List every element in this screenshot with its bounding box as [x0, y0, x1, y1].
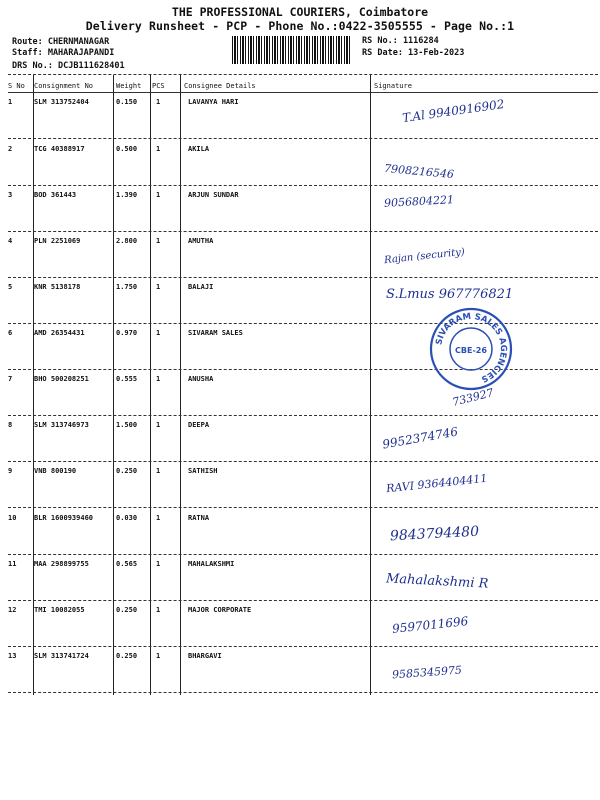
cell-pcs: 1 [156, 237, 161, 245]
cell-pcs: 1 [156, 652, 161, 660]
cell-sno: 12 [8, 606, 17, 614]
handwritten-signature: 733927 [451, 386, 495, 409]
route-label: Route: CHERNMANAGAR [12, 37, 110, 47]
cell-consignee: ARJUN SUNDAR [188, 191, 239, 199]
col-pcs: PCS [152, 82, 165, 90]
table-row [8, 514, 598, 526]
cell-pcs: 1 [156, 98, 161, 106]
cell-consignee: DEEPA [188, 421, 210, 429]
cell-consignee: AMUTHA [188, 237, 214, 245]
column-headers [8, 82, 598, 92]
handwritten-signature: 7908216546 [383, 161, 455, 182]
cell-consignee: LAVANYA HARI [188, 98, 239, 106]
cell-consignment: BHO 500208251 [34, 375, 89, 383]
handwritten-signature: 9056804221 [383, 193, 455, 210]
cell-consignee: SIVARAM SALES [188, 329, 243, 337]
table-row [8, 421, 598, 433]
cell-weight: 0.555 [116, 375, 138, 383]
col-consignment: Consignment No [34, 82, 94, 90]
cell-weight: 1.390 [116, 191, 138, 199]
runsheet-subtitle: Delivery Runsheet - PCP - Phone No.:0422-3505555 - Page No.:1 [85, 19, 515, 33]
cell-consignment: KNR 5138178 [34, 283, 81, 291]
cell-sno: 11 [8, 560, 17, 568]
cell-weight: 0.250 [116, 606, 138, 614]
cell-weight: 0.250 [116, 652, 138, 660]
handwritten-signature: 9843794480 [389, 523, 480, 545]
handwritten-signature: S.Lmus 967776821 [386, 287, 514, 302]
barcode [232, 36, 352, 64]
cell-consignee: RATNA [188, 514, 210, 522]
cell-weight: 0.565 [116, 560, 138, 568]
cell-sno: 9 [8, 467, 13, 475]
company-title: THE PROFESSIONAL COURIERS, Coimbatore [171, 5, 429, 19]
cell-sno: 5 [8, 283, 13, 291]
cell-consignee: MAJOR CORPORATE [188, 606, 252, 614]
handwritten-signature: T.Al 9940916902 [401, 96, 506, 126]
col-weight: Weight [116, 82, 142, 90]
cell-consignment: PLN 2251069 [34, 237, 81, 245]
cell-pcs: 1 [156, 560, 161, 568]
table-row [8, 145, 598, 157]
cell-pcs: 1 [156, 421, 161, 429]
cell-consignee: MAHALAKSHMI [188, 560, 235, 568]
col-sno: S No [8, 82, 25, 90]
cell-consignment: SLM 313752404 [34, 98, 89, 106]
row-separator [8, 554, 598, 555]
cell-consignee: SATHISH [188, 467, 218, 475]
cell-sno: 2 [8, 145, 13, 153]
row-separator [8, 231, 598, 232]
table-row [8, 652, 598, 664]
row-separator [8, 600, 598, 601]
cell-consignment: TCG 40388917 [34, 145, 85, 153]
cell-sno: 8 [8, 421, 13, 429]
handwritten-signature: 9597011696 [391, 614, 469, 636]
handwritten-signature: Mahalakshmi R [385, 571, 489, 592]
cell-sno: 13 [8, 652, 17, 660]
cell-pcs: 1 [156, 283, 161, 291]
table-row [8, 191, 598, 203]
cell-weight: 2.800 [116, 237, 138, 245]
cell-sno: 7 [8, 375, 13, 383]
cell-consignee: BALAJI [188, 283, 214, 291]
handwritten-signature: 9952374746 [381, 424, 459, 452]
row-separator [8, 507, 598, 508]
cell-pcs: 1 [156, 467, 161, 475]
cell-weight: 0.970 [116, 329, 138, 337]
row-separator [8, 646, 598, 647]
handwritten-signature: 9585345975 [391, 663, 463, 682]
row-separator [8, 185, 598, 186]
cell-sno: 6 [8, 329, 13, 337]
col-consignee: Consignee Details [184, 82, 256, 90]
cell-sno: 4 [8, 237, 13, 245]
cell-weight: 1.500 [116, 421, 138, 429]
stamp-center: CBE-26 [455, 346, 487, 355]
cell-pcs: 1 [156, 606, 161, 614]
handwritten-signature: RAVI 9364404411 [385, 471, 488, 496]
cell-pcs: 1 [156, 514, 161, 522]
cell-consignment: VNB 800190 [34, 467, 77, 475]
table-row [8, 560, 598, 572]
cell-consignee: BHARGAVI [188, 652, 222, 660]
cell-pcs: 1 [156, 375, 161, 383]
cell-weight: 0.030 [116, 514, 138, 522]
table-row [8, 606, 598, 618]
cell-pcs: 1 [156, 145, 161, 153]
drs-number: DRS No.: DCJB111628401 [12, 61, 125, 71]
rs-number: RS No.: 1116284 [362, 36, 439, 46]
cell-weight: 0.250 [116, 467, 138, 475]
cell-consignment: BLR 1600939460 [34, 514, 94, 522]
cell-consignee: AKILA [188, 145, 210, 153]
cell-consignment: TMI 10082055 [34, 606, 85, 614]
cell-weight: 0.500 [116, 145, 138, 153]
table-row [8, 237, 598, 249]
cell-consignment: MAA 298899755 [34, 560, 89, 568]
header-rule [8, 74, 598, 75]
cell-weight: 0.150 [116, 98, 138, 106]
stamp-text: SIVARAM SALES AGENCIES [434, 311, 509, 384]
col-signature: Signature [374, 82, 412, 90]
column-rule [8, 92, 598, 93]
cell-sno: 10 [8, 514, 17, 522]
cell-weight: 1.750 [116, 283, 138, 291]
cell-sno: 1 [8, 98, 13, 106]
cell-consignment: BOD 361443 [34, 191, 77, 199]
cell-consignee: ANUSHA [188, 375, 214, 383]
row-separator [8, 415, 598, 416]
company-stamp [428, 306, 514, 392]
row-separator [8, 277, 598, 278]
cell-consignment: AMD 26354431 [34, 329, 85, 337]
cell-pcs: 1 [156, 329, 161, 337]
cell-consignment: SLM 313741724 [34, 652, 89, 660]
rs-date: RS Date: 13-Feb-2023 [362, 48, 465, 58]
staff-label: Staff: MAHARAJAPANDI [12, 48, 115, 58]
cell-pcs: 1 [156, 191, 161, 199]
row-separator [8, 461, 598, 462]
row-separator [8, 692, 598, 693]
table-row [8, 98, 598, 110]
handwritten-signature: Rajan (security) [383, 246, 466, 267]
cell-consignment: SLM 313746973 [34, 421, 89, 429]
table-row [8, 467, 598, 479]
cell-sno: 3 [8, 191, 13, 199]
row-separator [8, 138, 598, 139]
